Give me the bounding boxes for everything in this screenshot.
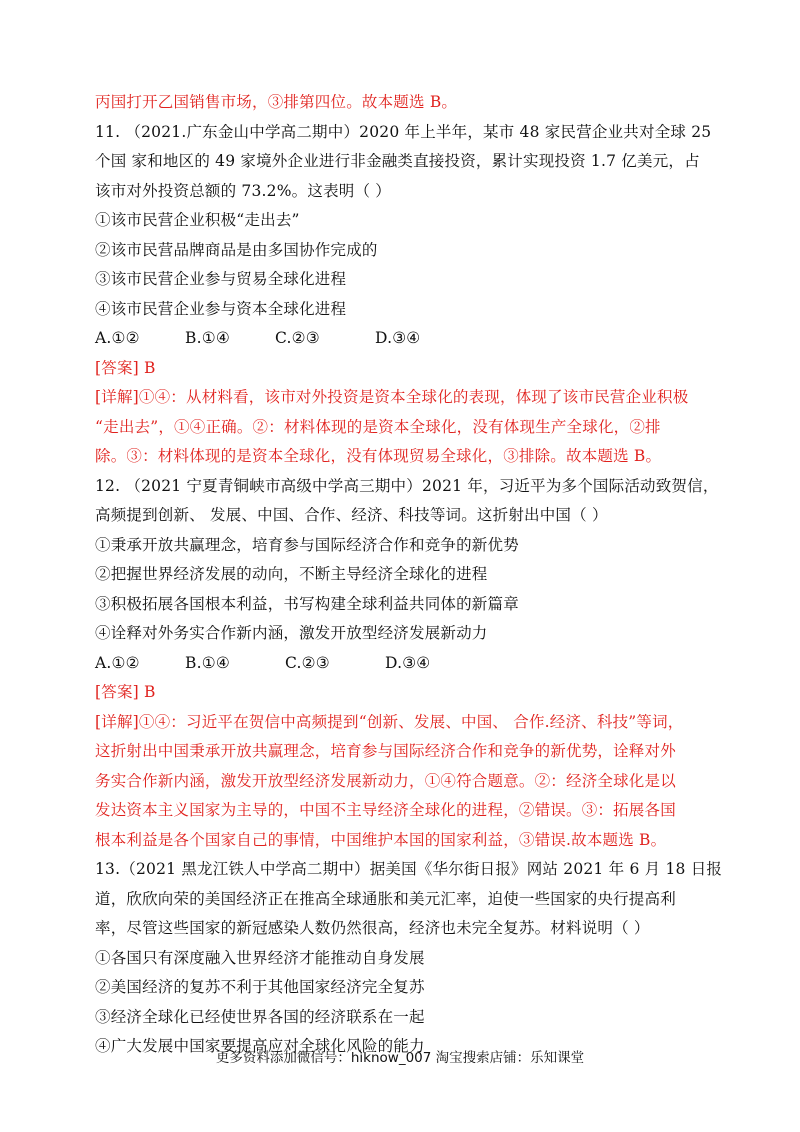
question-11-item: ②该市民营品牌商品是由多国协作完成的	[95, 240, 378, 259]
question-13-item: ①各国只有深度融入世界经济才能推动自身发展	[95, 948, 425, 967]
option-a: A.①②	[95, 329, 140, 347]
option-b: B.①④	[185, 653, 230, 672]
previous-answer-tail: 丙国打开乙国销售市场，③排第四位。故本题选 B。	[95, 93, 458, 111]
question-12-stem-line: 高频提到创新、 发展、中国、合作、经济、科技等词。这折射出中国（ ）	[95, 506, 608, 524]
question-12-item: ①秉承开放共赢理念，培育参与国际经济合作和竞争的新优势	[95, 535, 519, 554]
question-12-item: ④诠释对外务实合作新内涵，激发开放型经济发展新动力	[95, 624, 488, 642]
option-b: B.①④	[185, 329, 230, 347]
question-13-item: ④广大发展中国家要提高应对全球化风险的能力	[95, 1037, 425, 1055]
question-11-options	[95, 324, 715, 354]
question-13-item: ②美国经济的复苏不利于其他国家经济完全复苏	[95, 978, 425, 996]
question-11-stem-line: 该市对外投资总额的 73.2%。这表明（ ）	[95, 181, 391, 200]
page-footer: 更多资料添加微信号：hiknow_007 淘宝搜索店铺：乐知课堂	[215, 1050, 585, 1066]
question-11	[95, 118, 715, 472]
question-11-stem-line: 个国 家和地区的 49 家境外企业进行非金融类直接投资，累计实现投资 1.7 亿美元，占	[95, 152, 700, 170]
question-11-explanation-line: [详解]①④：从材料看，该市对外投资是资本全球化的表现，体现了该市民营企业积极	[95, 388, 689, 406]
option-d: D.③④	[375, 329, 421, 347]
question-12-answer: [答案] B	[95, 683, 156, 701]
question-11-answer: [答案] B	[95, 358, 156, 377]
question-12-item: ②把握世界经济发展的动向，不断主导经济全球化的进程	[95, 565, 488, 583]
question-11-item: ①该市民营企业积极“走出去”	[95, 211, 300, 229]
question-13-item: ③经济全球化已经使世界各国的经济联系在一起	[95, 1007, 425, 1026]
question-12-item: ③积极拓展各国根本利益，书写构建全球利益共同体的新篇章	[95, 594, 519, 613]
question-12-explanation-line: 根本利益是各个国家自己的事情，中国维护本国的国家利益，③错误.故本题选 B。	[95, 830, 667, 849]
question-12-explanation-line: 这折射出中国秉承开放共赢理念，培育参与国际经济合作和竞争的新优势，诠释对外	[95, 742, 676, 760]
question-13-stem-line: 道，欣欣向荣的美国经济正在推高全球通胀和美元汇率，迫使一些国家的央行提高利	[95, 889, 676, 908]
question-11-item: ③该市民营企业参与贸易全球化进程	[95, 270, 347, 288]
option-d: D.③④	[385, 653, 431, 672]
question-11-explanation-line: “走出去”，①④正确。②：材料体现的是资本全球化，没有体现生产全球化，②排	[95, 417, 661, 436]
question-11-item: ④该市民营企业参与资本全球化进程	[95, 299, 347, 318]
question-13	[95, 855, 723, 1062]
question-12-explanation-line: [详解]①④：习近平在贺信中高频提到“创新、发展、中国、 合作.经济、科技”等词，	[95, 712, 684, 731]
document-page	[95, 88, 723, 1062]
question-12-explanation-line: 务实合作新内涵，激发开放型经济发展新动力，①④符合题意。②：经济全球化是以	[95, 771, 676, 790]
question-11-explanation-line: 除。③：材料体现的是资本全球化，没有体现贸易全球化，③排除。故本题选 B。	[95, 447, 662, 465]
option-c: C.②③	[275, 329, 320, 347]
option-c: C.②③	[285, 653, 330, 672]
question-12-explanation-line: 发达资本主义国家为主导的，中国不主导经济全球化的进程，②错误。③：拓展各国	[95, 801, 676, 819]
question-12-stem-line: 12. （2021 宁夏青铜峡市高级中学高三期中）2021 年，习近平为多个国际活动致贺信，	[95, 476, 719, 495]
question-13-stem-line: 13.（2021 黑龙江铁人中学高二期中）据美国《华尔街日报》网站 2021 年 6 月 18 日报	[95, 860, 723, 878]
question-12-options	[95, 649, 715, 679]
question-11-stem-line: 11. （2021.广东金山中学高二期中）2020 年上半年，某市 48 家民营企业共对全球 25	[95, 122, 712, 141]
question-12	[95, 472, 719, 856]
question-13-stem-line: 率，尽管这些国家的新冠感染人数仍然很高，经济也未完全复苏。材料说明（ ）	[95, 919, 650, 937]
option-a: A.①②	[95, 653, 140, 672]
